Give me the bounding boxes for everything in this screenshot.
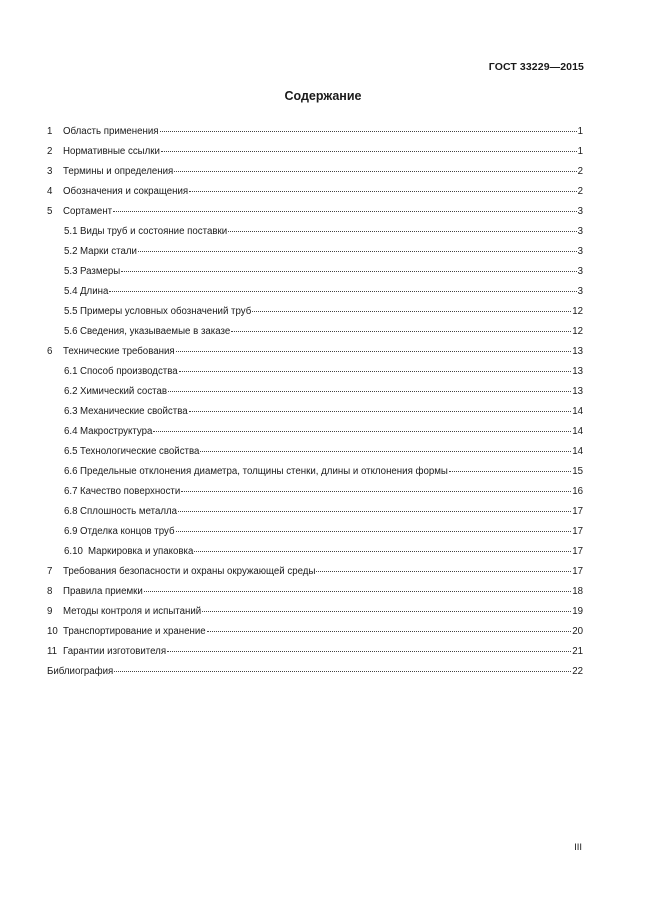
toc-entry-page: 18 [572, 586, 583, 597]
toc-entry-number: 5.5 [64, 306, 78, 317]
toc-entry-label: Обозначения и сокращения [63, 186, 189, 197]
toc-entry[interactable] [47, 242, 583, 262]
toc-entry-page: 12 [572, 326, 583, 337]
toc-entry-number: 5 [47, 206, 53, 217]
toc-entry-page: 14 [572, 426, 583, 437]
toc-entry-label: Транспортирование и хранение [63, 626, 206, 637]
toc-entry[interactable] [47, 222, 583, 242]
dot-leader [200, 451, 571, 452]
toc-entry[interactable] [47, 122, 583, 142]
toc-entry[interactable] [47, 262, 583, 282]
dot-leader [181, 491, 571, 492]
toc-entry-page: 2 [577, 166, 583, 177]
toc-entry[interactable] [47, 402, 583, 422]
dot-leader [179, 371, 572, 372]
dot-leader [207, 631, 572, 632]
toc-entry-number: 1 [47, 126, 53, 137]
table-of-contents [47, 122, 583, 682]
toc-entry-page: 13 [572, 386, 583, 397]
dot-leader [176, 531, 572, 532]
toc-entry[interactable] [47, 582, 583, 602]
dot-leader [153, 431, 571, 432]
toc-entry-number: 5.2 [64, 246, 78, 257]
toc-entry-page: 3 [577, 246, 583, 257]
toc-entry-label: Требования безопасности и охраны окружающей среды [63, 566, 316, 577]
dot-leader [449, 471, 571, 472]
toc-entry-number: 9 [47, 606, 53, 617]
toc-entry-label: Область применения [63, 126, 159, 137]
dot-leader [252, 311, 571, 312]
toc-entry[interactable] [47, 662, 583, 682]
toc-entry-label: Технологические свойства [80, 446, 200, 457]
toc-entry[interactable] [47, 182, 583, 202]
toc-entry-page: 12 [572, 306, 583, 317]
toc-entry-label: Виды труб и состояние поставки [80, 226, 228, 237]
page-number: III [574, 842, 582, 853]
dot-leader [160, 131, 577, 132]
toc-entry[interactable] [47, 282, 583, 302]
toc-entry-number: 6.1 [64, 366, 78, 377]
toc-entry-number: 6.8 [64, 506, 78, 517]
toc-entry-number: 6.3 [64, 406, 78, 417]
toc-entry-number: 6.5 [64, 446, 78, 457]
toc-entry-label: Сортамент [63, 206, 113, 217]
toc-entry-page: 17 [572, 546, 583, 557]
toc-entry-label: Механические свойства [80, 406, 188, 417]
toc-entry-label: Длина [80, 286, 109, 297]
toc-entry-label: Технические требования [63, 346, 175, 357]
toc-entry[interactable] [47, 162, 583, 182]
toc-entry[interactable] [47, 142, 583, 162]
toc-entry[interactable] [47, 422, 583, 442]
dot-leader [194, 551, 571, 552]
toc-entry-number: 6.10 [64, 546, 83, 557]
toc-entry-page: 22 [572, 666, 583, 677]
toc-entry-number: 7 [47, 566, 53, 577]
toc-entry-label: Методы контроля и испытаний [63, 606, 202, 617]
dot-leader [168, 391, 571, 392]
dot-leader [109, 291, 576, 292]
toc-entry-label: Сведения, указываемые в заказе [80, 326, 231, 337]
toc-entry[interactable] [47, 562, 583, 582]
toc-entry[interactable] [47, 202, 583, 222]
toc-entry[interactable] [47, 522, 583, 542]
toc-entry[interactable] [47, 482, 583, 502]
toc-entry-label: Сплошность металла [80, 506, 178, 517]
dot-leader [113, 211, 577, 212]
toc-entry-page: 15 [572, 466, 583, 477]
toc-entry-page: 19 [572, 606, 583, 617]
toc-entry-number: 6.9 [64, 526, 78, 537]
toc-entry-number: 4 [47, 186, 53, 197]
toc-entry-number: 6.4 [64, 426, 78, 437]
toc-entry-page: 17 [572, 506, 583, 517]
toc-entry-number: 3 [47, 166, 53, 177]
page-title: Содержание [284, 89, 362, 103]
toc-entry[interactable] [47, 302, 583, 322]
toc-entry-page: 1 [577, 126, 583, 137]
toc-entry-page: 3 [577, 266, 583, 277]
toc-entry[interactable] [47, 622, 583, 642]
toc-entry-page: 3 [577, 286, 583, 297]
toc-entry[interactable] [47, 342, 583, 362]
toc-entry-page: 1 [577, 146, 583, 157]
toc-entry-page: 13 [572, 346, 583, 357]
document-code: ГОСТ 33229—2015 [488, 61, 584, 73]
toc-entry[interactable] [47, 442, 583, 462]
toc-entry-number: 5.6 [64, 326, 78, 337]
dot-leader [161, 151, 577, 152]
toc-entry-label: Химический состав [80, 386, 168, 397]
toc-entry-page: 17 [572, 566, 583, 577]
dot-leader [231, 331, 571, 332]
toc-entry-page: 3 [577, 206, 583, 217]
toc-entry-label: Марки стали [80, 246, 137, 257]
toc-entry-page: 20 [572, 626, 583, 637]
dot-leader [121, 271, 576, 272]
toc-entry-label: Маркировка и упаковка [88, 546, 194, 557]
toc-entry-number: 10 [47, 626, 58, 637]
dot-leader [189, 191, 576, 192]
dot-leader [178, 511, 571, 512]
dot-leader [138, 251, 577, 252]
dot-leader [228, 231, 576, 232]
toc-entry-number: 6.6 [64, 466, 78, 477]
toc-entry-page: 16 [572, 486, 583, 497]
toc-entry-label: Примеры условных обозначений труб [80, 306, 252, 317]
toc-entry-label: Качество поверхности [80, 486, 181, 497]
toc-entry-label: Нормативные ссылки [63, 146, 160, 157]
toc-entry[interactable] [47, 542, 583, 562]
toc-entry-label: Предельные отклонения диаметра, толщины стенки, длины и отклонения формы [80, 466, 448, 477]
toc-entry[interactable] [47, 502, 583, 522]
toc-entry-label: Библиография [47, 666, 114, 677]
toc-entry-page: 2 [577, 186, 583, 197]
toc-entry-page: 17 [572, 526, 583, 537]
toc-entry-label: Размеры [80, 266, 121, 277]
toc-entry-label: Гарантии изготовителя [63, 646, 167, 657]
toc-entry-number: 5.1 [64, 226, 78, 237]
toc-entry-label: Правила приемки [63, 586, 143, 597]
toc-entry-page: 14 [572, 446, 583, 457]
toc-entry-label: Термины и определения [63, 166, 174, 177]
toc-entry[interactable] [47, 602, 583, 622]
dot-leader [176, 351, 572, 352]
toc-entry-label: Способ производства [80, 366, 178, 377]
toc-entry-label: Отделка концов труб [80, 526, 175, 537]
toc-entry-number: 6.2 [64, 386, 78, 397]
toc-entry-number: 8 [47, 586, 53, 597]
toc-entry-page: 21 [572, 646, 583, 657]
dot-leader [167, 651, 571, 652]
toc-entry[interactable] [47, 382, 583, 402]
toc-entry[interactable] [47, 462, 583, 482]
toc-entry-page: 3 [577, 226, 583, 237]
toc-entry-page: 14 [572, 406, 583, 417]
toc-entry-number: 6 [47, 346, 53, 357]
toc-entry-number: 11 [47, 646, 58, 657]
dot-leader [189, 411, 572, 412]
dot-leader [202, 611, 571, 612]
toc-entry[interactable] [47, 362, 583, 382]
toc-entry-label: Макроструктура [80, 426, 153, 437]
dot-leader [316, 571, 571, 572]
toc-entry-number: 2 [47, 146, 53, 157]
toc-entry-number: 6.7 [64, 486, 78, 497]
toc-entry[interactable] [47, 322, 583, 342]
toc-entry-page: 13 [572, 366, 583, 377]
dot-leader [114, 671, 571, 672]
dot-leader [174, 171, 576, 172]
dot-leader [144, 591, 571, 592]
toc-entry-number: 5.4 [64, 286, 78, 297]
toc-entry[interactable] [47, 642, 583, 662]
toc-entry-number: 5.3 [64, 266, 78, 277]
